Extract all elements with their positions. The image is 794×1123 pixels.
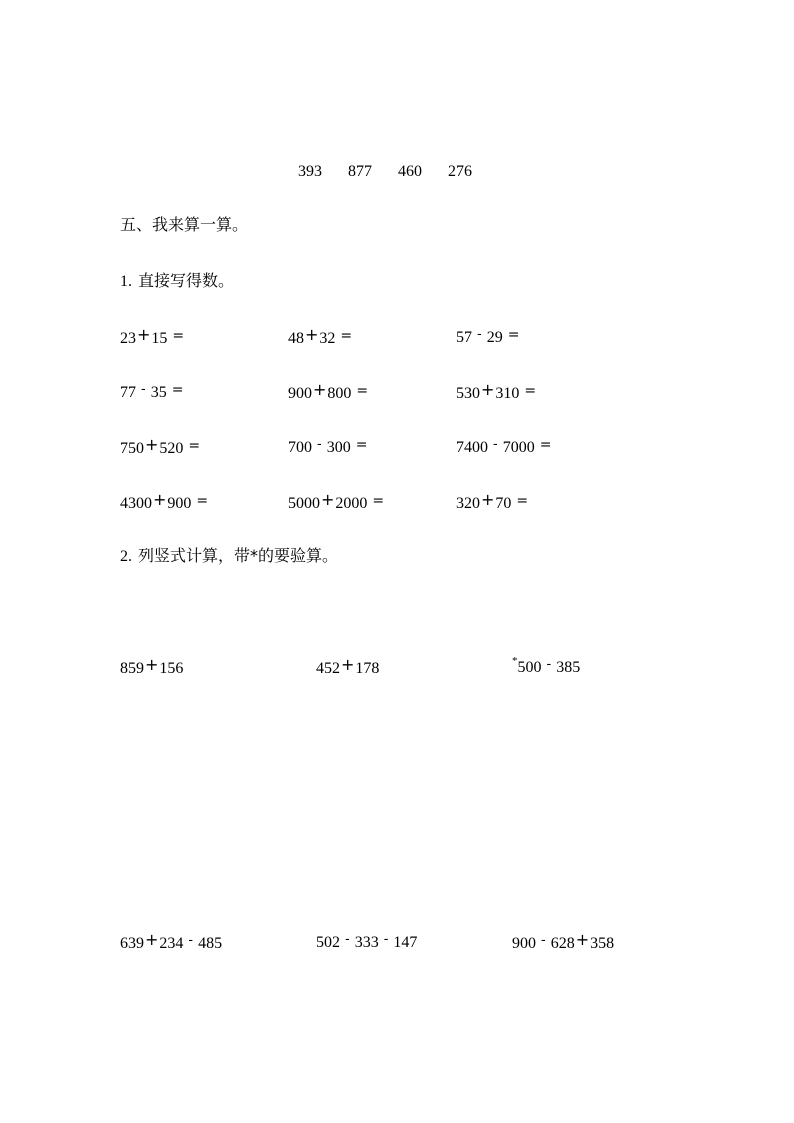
operand: 70	[495, 495, 512, 512]
oral-problem	[288, 490, 385, 512]
vertical-problem	[512, 930, 615, 952]
equals-sign: =	[196, 493, 209, 509]
oral-problem	[120, 435, 201, 457]
answer-value: 276	[448, 163, 472, 180]
operator: -	[141, 382, 146, 397]
operator: +	[145, 655, 159, 674]
operand: 333	[354, 934, 379, 951]
part1-number: 1	[120, 273, 128, 290]
operand: 29	[486, 329, 503, 346]
operand: 750	[120, 440, 144, 457]
operand: 77	[120, 384, 136, 401]
equals-sign: =	[507, 327, 520, 343]
operator: +	[481, 380, 495, 399]
operator: +	[313, 380, 327, 399]
operator: +	[137, 325, 151, 344]
operand: 500	[517, 659, 542, 676]
vertical-problem-check	[512, 655, 581, 676]
check-star-mark: *	[512, 655, 518, 667]
oral-problem	[456, 490, 529, 512]
oral-problem	[120, 325, 185, 347]
operand: 358	[590, 935, 615, 952]
operand: 900	[512, 935, 536, 952]
equals-sign: =	[372, 493, 385, 509]
operand: 156	[159, 660, 184, 677]
operand: 234	[159, 935, 184, 952]
oral-problem	[456, 327, 520, 346]
vertical-problem	[316, 932, 418, 951]
operator: -	[477, 327, 482, 342]
part1-heading	[120, 273, 234, 290]
equals-sign: =	[355, 437, 368, 453]
operand: 800	[327, 385, 352, 402]
equals-sign: =	[340, 328, 353, 344]
vertical-problem	[120, 930, 223, 952]
operand: 700	[288, 439, 312, 456]
operand: 310	[495, 385, 520, 402]
operand: 2000	[335, 495, 368, 512]
operand: 628	[550, 935, 575, 952]
operand: 502	[316, 934, 340, 951]
oral-problem	[288, 325, 353, 347]
operand: 520	[159, 440, 184, 457]
operator: +	[321, 490, 335, 509]
operand: 900	[288, 385, 312, 402]
operand: 530	[456, 385, 480, 402]
operator: -	[546, 657, 552, 672]
equals-sign: =	[516, 493, 529, 509]
operand: 485	[198, 935, 223, 952]
vertical-problem	[316, 655, 380, 677]
operand: 35	[150, 384, 167, 401]
oral-problem	[288, 437, 368, 456]
oral-problem	[120, 382, 184, 401]
operand: 32	[319, 330, 336, 347]
operand: 7000	[502, 439, 535, 456]
equals-sign: =	[539, 437, 552, 453]
part1-title: 直接写得数。	[138, 271, 235, 290]
part2-heading	[120, 548, 338, 565]
operand: 178	[355, 660, 380, 677]
part2-number: 2	[120, 548, 128, 565]
operand: 147	[393, 934, 418, 951]
operator: +	[305, 325, 319, 344]
operand: 385	[556, 659, 581, 676]
answer-value: 460	[398, 163, 422, 180]
operator: +	[341, 655, 355, 674]
operator: -	[317, 437, 322, 452]
operand: 639	[120, 935, 144, 952]
equals-sign: =	[188, 438, 201, 454]
section-title: 五、我来算一算。	[120, 215, 249, 234]
operator: +	[153, 490, 167, 509]
equals-sign: =	[356, 383, 369, 399]
operand: 900	[167, 495, 192, 512]
answer-value: 877	[348, 163, 372, 180]
operator: +	[145, 435, 159, 454]
oral-problem	[288, 380, 369, 402]
answer-value: 393	[298, 163, 322, 180]
operator: -	[541, 933, 546, 948]
part2-title: 列竖式计算，带*的要验算。	[138, 546, 339, 565]
oral-problem	[456, 437, 552, 456]
equals-sign: =	[171, 382, 184, 398]
operand: 15	[151, 330, 168, 347]
operand: 23	[120, 330, 136, 347]
operator: +	[481, 490, 495, 509]
equals-sign: =	[524, 383, 537, 399]
operand: 4300	[120, 495, 152, 512]
operand: 320	[456, 495, 480, 512]
operator: -	[188, 933, 194, 948]
answer-row	[298, 164, 472, 180]
operand: 859	[120, 660, 144, 677]
operand: 7400	[456, 439, 488, 456]
operand: 300	[326, 439, 351, 456]
operand: 48	[288, 330, 304, 347]
oral-problem	[120, 490, 209, 512]
part2-dot: .	[128, 548, 132, 565]
oral-problem	[456, 380, 537, 402]
operator: -	[383, 932, 389, 947]
operator: +	[145, 930, 159, 949]
vertical-problem	[120, 655, 184, 677]
operand: 5000	[288, 495, 320, 512]
operator: -	[345, 932, 350, 947]
part1-dot: .	[128, 273, 132, 290]
operand: 452	[316, 660, 340, 677]
operator: -	[493, 437, 498, 452]
operator: +	[575, 930, 590, 949]
equals-sign: =	[172, 328, 185, 344]
operand: 57	[456, 329, 472, 346]
